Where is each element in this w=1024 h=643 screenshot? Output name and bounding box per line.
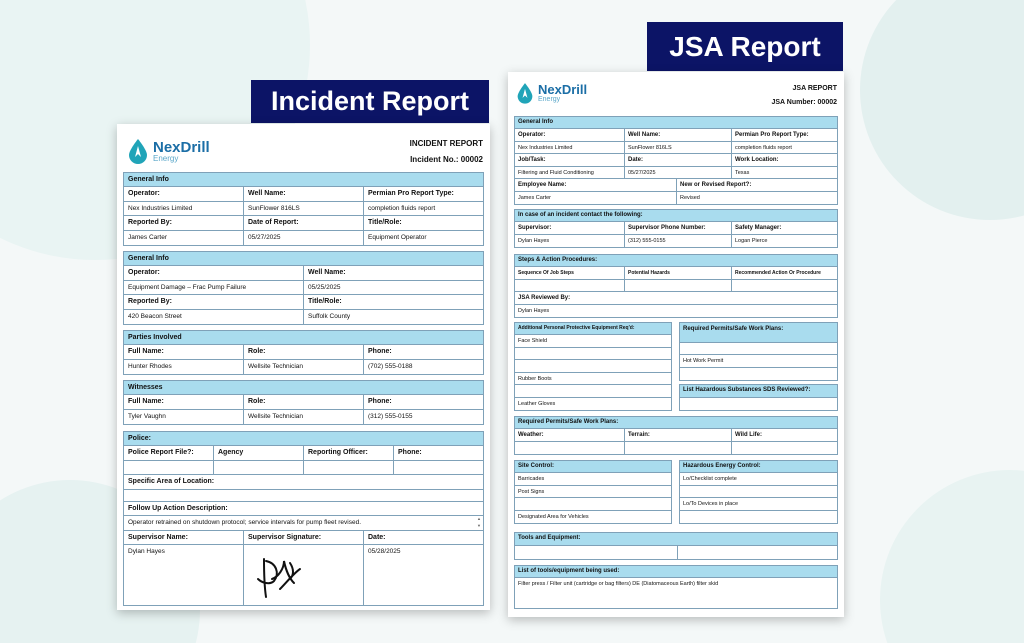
- section-heading: General Info: [515, 117, 837, 129]
- label: Operator:: [124, 266, 304, 281]
- toollist-value: Filter press / Filter unit (cartridge or bag filters) DE (Diatomaceous Earth) filter skid: [518, 581, 719, 587]
- jsa-report-document: [508, 72, 844, 617]
- empty-cell[interactable]: [124, 490, 483, 502]
- value: Equipment Damage – Frac Pump Failure: [124, 281, 304, 296]
- ppe-item: Face Shield: [515, 335, 671, 348]
- label: Terrain:: [625, 429, 732, 442]
- nexdrill-logo: [127, 138, 210, 164]
- label: Well Name:: [625, 129, 732, 142]
- section-heading: List Hazardous Substances SDS Reviewed?:: [680, 385, 837, 398]
- value: completion fluids report: [732, 142, 837, 155]
- empty-cell[interactable]: [124, 461, 214, 476]
- jsa-site-control-section: [514, 460, 672, 524]
- ppe-item: [515, 360, 671, 373]
- value: completion fluids report: [364, 202, 483, 217]
- label: Well Name:: [244, 187, 364, 202]
- column-header: Recommended Action Or Procedure: [732, 267, 837, 280]
- value: SunFlower 816LS: [625, 142, 732, 155]
- label: Reported By:: [124, 216, 244, 231]
- value: Texas: [732, 167, 837, 180]
- background-circle: [860, 0, 1024, 220]
- label: Operator:: [515, 129, 625, 142]
- jsa-general-info-section: [514, 116, 838, 205]
- incident-parties-section: [123, 330, 484, 375]
- label: Supervisor Name:: [124, 531, 244, 546]
- jsa-ppe-section: [514, 322, 672, 411]
- label: Phone:: [364, 345, 483, 360]
- section-heading: Hazardous Energy Control:: [680, 461, 837, 473]
- incident-report-document: [117, 124, 490, 610]
- label: Operator:: [124, 187, 244, 202]
- section-heading: Parties Involved: [124, 331, 483, 345]
- section-heading: Witnesses: [124, 381, 483, 395]
- empty-cell[interactable]: [680, 398, 837, 410]
- value: (312) 555-0155: [368, 412, 413, 420]
- section-heading: Tools and Equipment:: [515, 533, 837, 546]
- section-heading: Police:: [124, 432, 483, 446]
- incident-title: INCIDENT REPORT: [409, 139, 483, 148]
- section-heading: Additional Personal Protective Equipment Req'd:: [515, 323, 671, 335]
- label: Role:: [244, 345, 364, 360]
- label: Permian Pro Report Type:: [364, 187, 483, 202]
- value: Hunter Rhodes: [124, 360, 244, 375]
- jsa-contact-section: [514, 209, 838, 248]
- value: Tyler Vaughn: [124, 410, 244, 425]
- empty-cell[interactable]: [515, 280, 625, 293]
- permit-value: Hot Work Permit: [680, 355, 837, 368]
- section-heading: List of tools/equipment being used:: [515, 566, 837, 578]
- jsa-title: JSA REPORT: [792, 85, 837, 92]
- scroll-up-icon[interactable]: ▲: [477, 516, 481, 521]
- signature-box: [244, 545, 364, 605]
- jsa-tools-section: [514, 532, 838, 560]
- label: Supervisor Phone Number:: [625, 222, 732, 235]
- label: Supervisor:: [515, 222, 625, 235]
- incident-report-banner: Incident Report: [251, 80, 489, 123]
- value: Logan Pierce: [735, 237, 768, 244]
- section-heading: Required Permits/Safe Work Plans:: [680, 323, 837, 343]
- incident-witnesses-section: [123, 380, 484, 425]
- site-item: [515, 498, 671, 511]
- label: Police Report File?:: [124, 446, 214, 461]
- site-item: Designated Area for Vehicles: [518, 513, 589, 520]
- value: Dylan Hayes: [124, 545, 244, 605]
- drop-icon: [127, 138, 149, 164]
- value: Dylan Hayes: [515, 235, 625, 248]
- section-heading: General Info: [124, 252, 483, 266]
- empty-cell[interactable]: [625, 442, 732, 455]
- empty-cell[interactable]: [680, 343, 837, 355]
- incident-number: Incident No.: 00002: [410, 155, 483, 164]
- label: Date:: [364, 531, 483, 546]
- ppe-item: [515, 385, 671, 398]
- jsa-permits-section: [514, 416, 838, 455]
- label: Date of Report:: [244, 216, 364, 231]
- value: 420 Beacon Street: [124, 310, 304, 325]
- value: Filtering and Fluid Conditioning: [515, 167, 625, 180]
- logo-brand: NexDrill: [153, 138, 210, 156]
- energy-item: Lo/Checklist complete: [680, 473, 837, 486]
- jsa-permits-right-section: [679, 322, 838, 381]
- incident-general-info-2-section: [123, 251, 484, 325]
- logo-sub: Energy: [538, 96, 561, 103]
- jsa-header: [772, 82, 838, 110]
- value: James Carter: [124, 231, 244, 246]
- label: Title/Role:: [364, 216, 483, 231]
- followup-text: Operator retrained on shutdown protocol; service intervals for pump fleet revised.: [128, 519, 362, 526]
- label: Role:: [244, 395, 364, 410]
- label: Full Name:: [124, 395, 244, 410]
- site-item: Barricades: [515, 473, 671, 486]
- jsa-energy-section: [679, 460, 838, 524]
- site-item: Post Signs: [515, 486, 671, 499]
- label: Reported By:: [124, 295, 304, 310]
- value: Dylan Hayes: [518, 307, 550, 314]
- value: Wellsite Technician: [244, 360, 364, 375]
- label: Phone:: [364, 395, 483, 410]
- jsa-number: JSA Number: 00002: [771, 99, 837, 106]
- value: 05/25/2025: [304, 281, 483, 296]
- value: Revised: [680, 194, 700, 201]
- empty-cell[interactable]: [680, 368, 837, 380]
- scroll-down-icon[interactable]: ▼: [477, 523, 481, 528]
- label: Phone:: [394, 446, 483, 461]
- label: Date:: [625, 154, 732, 167]
- column-header: Sequence Of Job Steps: [515, 267, 625, 280]
- value: 05/27/2025: [244, 231, 364, 246]
- jsa-hazardous-section: [679, 384, 838, 411]
- empty-cell[interactable]: [625, 280, 732, 293]
- label: Permian Pro Report Type:: [732, 129, 837, 142]
- followup-textarea[interactable]: [124, 516, 483, 531]
- label: Wild Life:: [732, 429, 837, 442]
- background-circle: [880, 470, 1024, 643]
- label: Agency: [214, 446, 304, 461]
- energy-item: Lo/To Devices in place: [680, 498, 837, 511]
- label: Follow Up Action Description:: [124, 502, 483, 517]
- value: SunFlower 816LS: [244, 202, 364, 217]
- ppe-item: [515, 348, 671, 361]
- empty-cell[interactable]: [732, 442, 837, 455]
- section-heading: General Info: [124, 173, 483, 187]
- label: New or Revised Report?:: [677, 179, 837, 192]
- incident-general-info-section: [123, 172, 484, 246]
- empty-cell[interactable]: [732, 280, 837, 293]
- energy-item: [680, 511, 837, 524]
- value: Equipment Operator: [368, 233, 427, 241]
- empty-cell[interactable]: [515, 442, 625, 455]
- label: Work Location:: [732, 154, 837, 167]
- logo-sub: Energy: [153, 153, 179, 163]
- section-heading: In case of an incident contact the following:: [515, 210, 837, 222]
- label: Reporting Officer:: [304, 446, 394, 461]
- value: 05/28/2025: [368, 548, 401, 555]
- label: Supervisor Signature:: [244, 531, 364, 546]
- label: JSA Reviewed By:: [515, 292, 837, 305]
- empty-cell[interactable]: [394, 461, 483, 476]
- signature-image: [250, 549, 310, 601]
- ppe-item: Rubber Boots: [515, 373, 671, 386]
- energy-item: [680, 486, 837, 499]
- ppe-item: Leather Gloves: [518, 400, 556, 407]
- drop-icon: [516, 82, 534, 104]
- label: Full Name:: [124, 345, 244, 360]
- jsa-toollist-section: [514, 565, 838, 609]
- incident-header: [410, 136, 483, 168]
- logo-brand: NexDrill: [538, 82, 588, 97]
- value: (312) 555-0155: [625, 235, 732, 248]
- nexdrill-logo: [516, 82, 587, 104]
- label: Employee Name:: [515, 179, 677, 192]
- value: (702) 555-0188: [368, 362, 413, 370]
- value: 05/27/2025: [625, 167, 732, 180]
- value: Wellsite Technician: [244, 410, 364, 425]
- value: Suffolk County: [308, 312, 351, 320]
- value: Nex Industries Limited: [515, 142, 625, 155]
- incident-police-section: [123, 431, 484, 606]
- section-heading: Steps & Action Procedures:: [515, 255, 837, 267]
- label: Specific Area of Location:: [124, 475, 483, 490]
- label: Job/Task:: [515, 154, 625, 167]
- label: Weather:: [515, 429, 625, 442]
- jsa-steps-section: [514, 254, 838, 318]
- empty-cell[interactable]: [515, 546, 678, 559]
- label: Safety Manager:: [732, 222, 837, 235]
- value: James Carter: [515, 192, 677, 205]
- empty-cell[interactable]: [214, 461, 304, 476]
- section-heading: Site Control:: [515, 461, 671, 473]
- jsa-report-banner: JSA Report: [647, 22, 843, 71]
- value: Nex Industries Limited: [124, 202, 244, 217]
- column-header: Potential Hazards: [625, 267, 732, 280]
- empty-cell[interactable]: [678, 546, 837, 559]
- section-heading: Required Permits/Safe Work Plans:: [515, 417, 837, 429]
- empty-cell[interactable]: [304, 461, 394, 476]
- label: Well Name:: [304, 266, 483, 281]
- label: Title/Role:: [304, 295, 483, 310]
